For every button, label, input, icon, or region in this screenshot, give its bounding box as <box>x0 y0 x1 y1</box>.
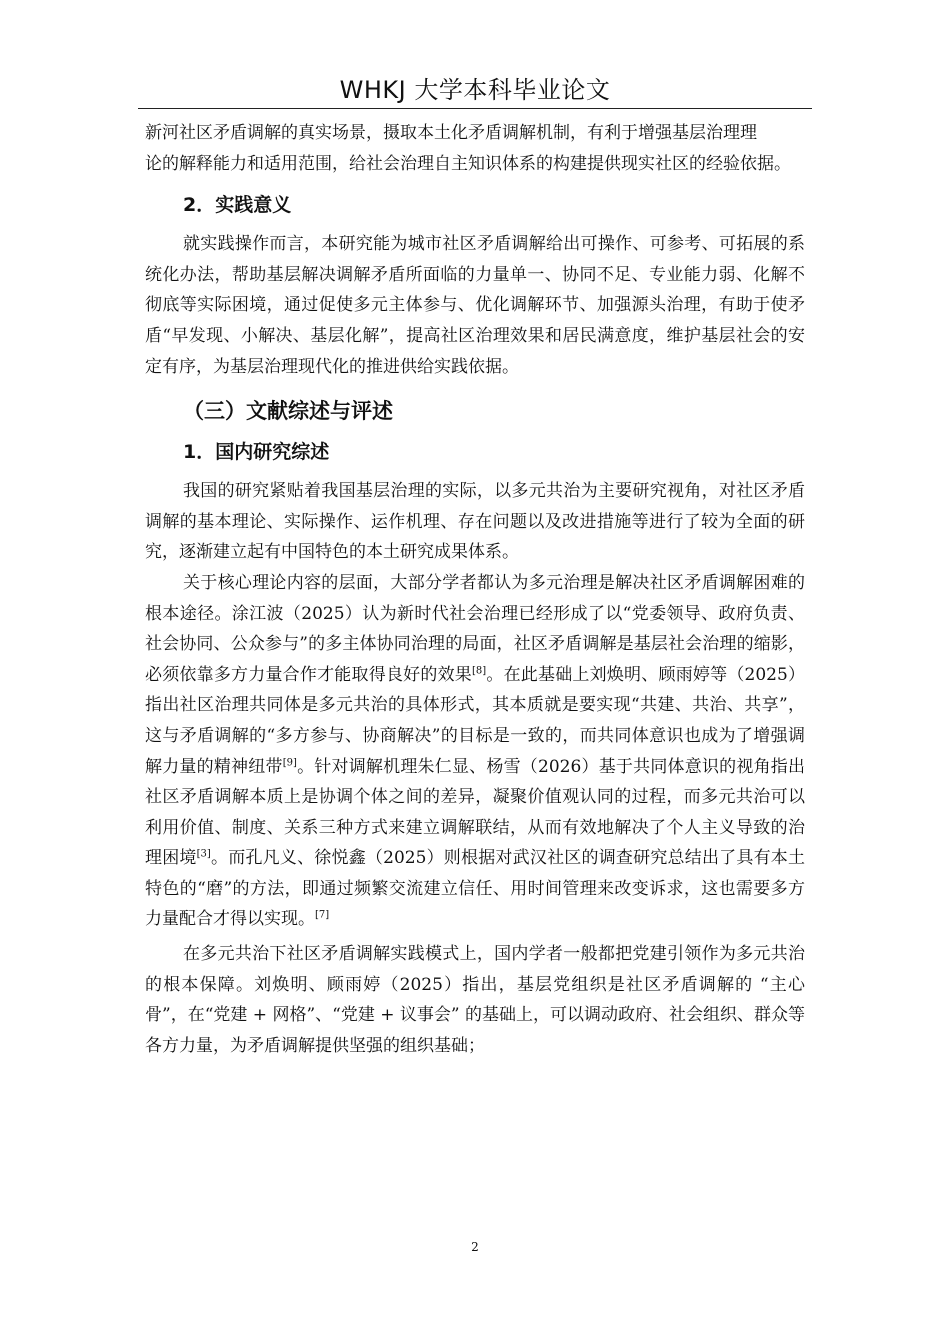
citation-3: [3] <box>196 848 211 860</box>
paragraph-practical-significance: 就实践操作而言，本研究能为城市社区矛盾调解给出可操作、可参考、可拓展的系统化办法，帮助基层解决调解矛盾所面临的力量单一、协同不足、专业能力弱、化解不彻底等实际困境，通过促使多元主体参与、优化调解环节、加强源头治理，有助于使矛盾“早发现、小解决、基层化解”，提高社区治理效果和居民满意度，维护基层社会的安定有序，为基层治理现代化的推进供给实践依据。 <box>145 234 805 377</box>
paragraph-core-theory-part-1: 关于核心理论内容的层面，大部分学者都认为多元治理是解决社区矛盾调解困难的根本途径。涂江波（2025）认为新时代社会治理已经形成了以“党委领导、政府负责、社会协同、公众参与”的多主体协同治理的局面，社区矛盾调解是基层社会治理的缩影，必须依靠多方力量合作才能取得良好的效果 <box>145 572 805 685</box>
paragraph-core-theory-part-2: 。在此基础上刘焕明、顾雨婷等（2025）指出社区治理共同体是多元共治的具体形式，其本质就是要实现“共建、共治、共享”，这与矛盾调解的“多方参与、协商解决”的目标是一致的，而共同体意识也成为了增强调解力量的精神纽带 <box>145 664 806 777</box>
paragraph-core-theory-part-4: 。而孔凡义、徐悦鑫（2025）则根据对武汉社区的调查研究总结出了具有本土特色的“磨”的方法，即通过频繁交流建立信任、用时间管理来改变诉求，这也需要多方力量配合才得以实现。 <box>145 848 806 930</box>
citation-9: [9] <box>282 756 297 768</box>
paragraph-core-theory <box>145 568 805 935</box>
paragraph-core-theory-part-3: 。针对调解机理朱仁显、杨雪（2026）基于共同体意识的视角指出社区矛盾调解本质上是协调个体之间的差异，凝聚价值观认同的过程，而多元共治可以利用价值、制度、关系三种方式来建立调解联结，从而有效地解决了个人主义导致的治理困境 <box>145 756 806 869</box>
heading-domestic-research: 1．国内研究综述 <box>183 441 330 464</box>
page-number: 2 <box>471 1240 479 1254</box>
paragraph-domestic-overview: 我国的研究紧贴着我国基层治理的实际，以多元共治为主要研究视角，对社区矛盾调解的基本理论、实际操作、运作机理、存在问题以及改进措施等进行了较为全面的研究，逐渐建立起有中国特色的本土研究成果体系。 <box>145 481 805 563</box>
citation-8: [8] <box>472 665 487 677</box>
continued-paragraph-line-2: 论的解释能力和适用范围，给社会治理自主知识体系的构建提供现实社区的经验依据。 <box>145 153 791 174</box>
paragraph-practice-models: 在多元共治下社区矛盾调解实践模式上，国内学者一般都把党建引领作为多元共治的根本保障。刘焕明、顾雨婷（2025）指出，基层党组织是社区矛盾调解的 “主心骨”，在“党建 + 网格”、“党建 + 议事会” 的基础上，可以调动政府、社会组织、群众等各方力量，为矛盾调解提供坚强的组织基础； <box>145 944 805 1056</box>
page-header-title: WHKJ 大学本科毕业论文 <box>339 76 611 104</box>
page-body <box>145 118 805 1061</box>
header-rule <box>138 108 812 109</box>
continued-paragraph-line-1: 新河社区矛盾调解的真实场景，摄取本土化矛盾调解机制，有利于增强基层治理理 <box>145 123 757 143</box>
heading-practical-significance: 2．实践意义 <box>183 194 292 217</box>
citation-7: [7] <box>315 909 330 921</box>
heading-literature-review: （三）文献综述与评述 <box>183 399 393 424</box>
